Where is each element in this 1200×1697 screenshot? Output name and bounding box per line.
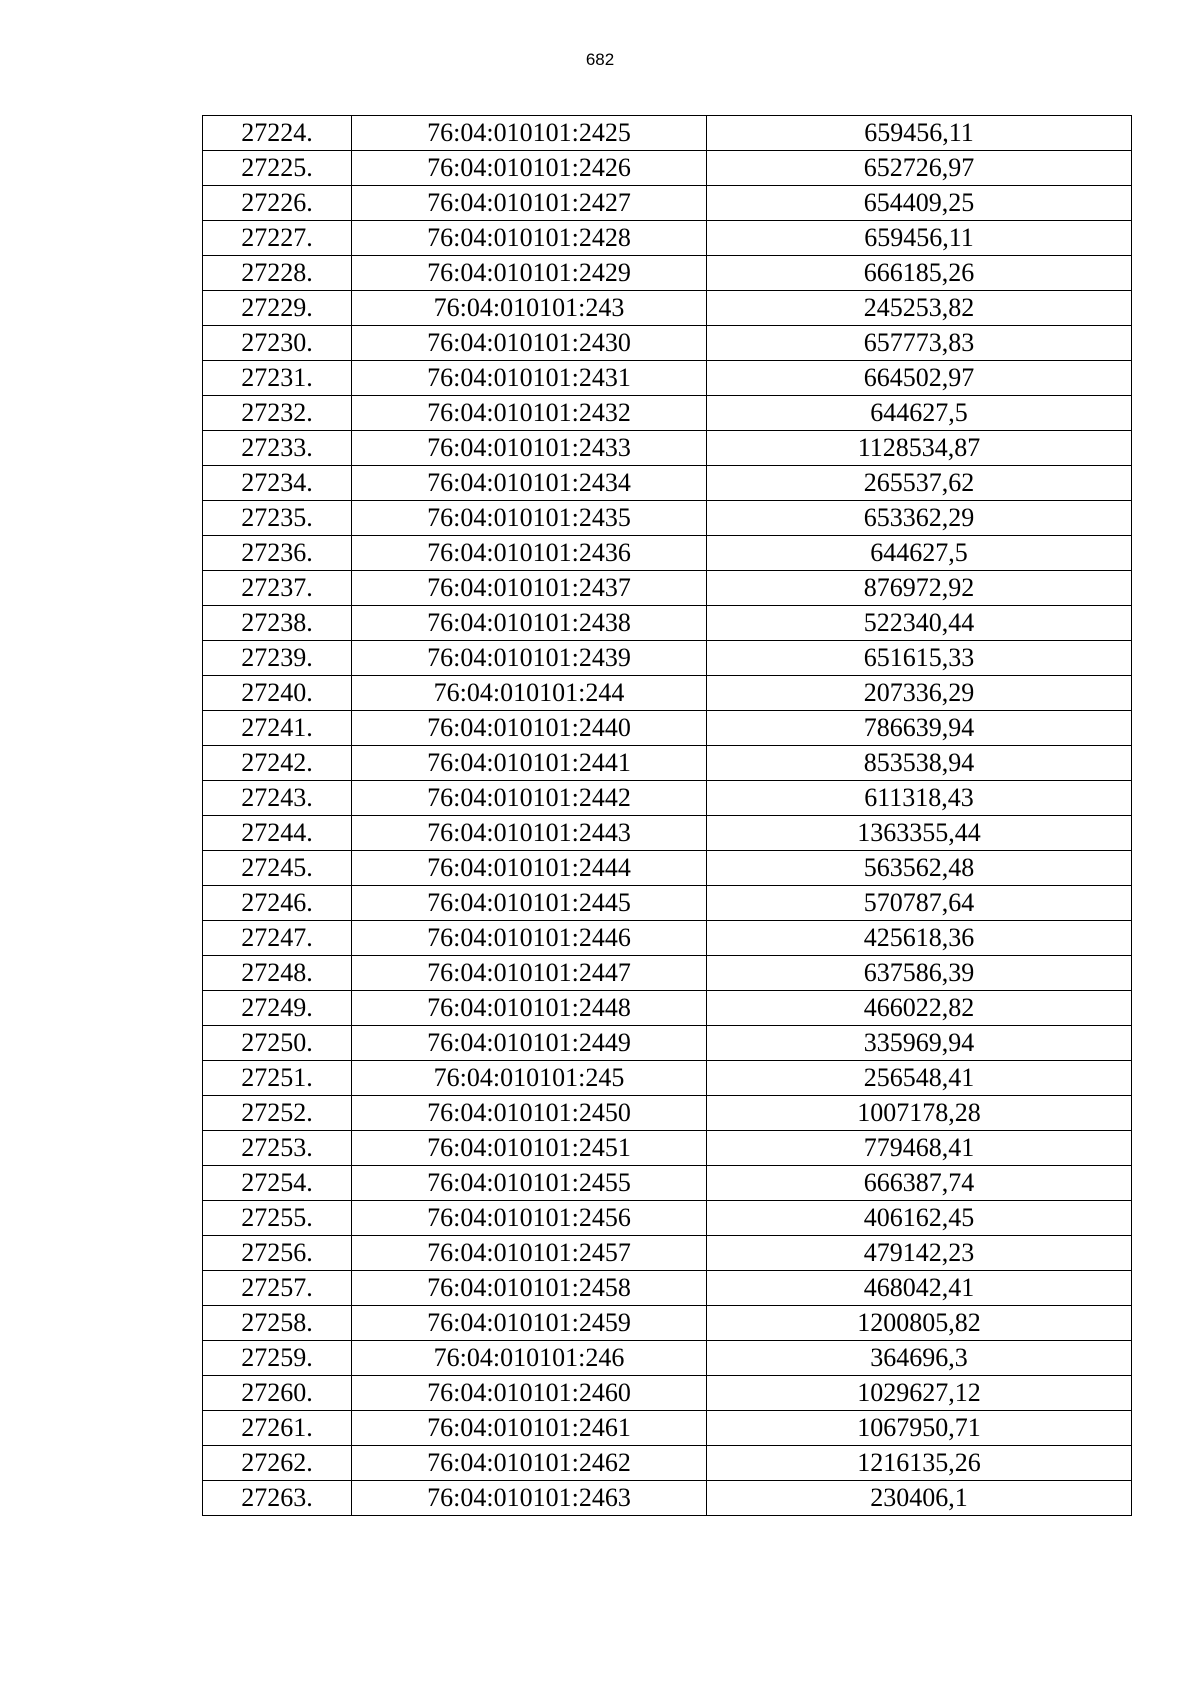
table-row	[203, 466, 1132, 501]
cadastral-number-cell: 76:04:010101:2435	[352, 501, 707, 536]
value-cell: 1128534,87	[707, 431, 1132, 466]
table-row	[203, 781, 1132, 816]
row-number-cell: 27245.	[203, 851, 352, 886]
row-number-cell: 27238.	[203, 606, 352, 641]
value-cell: 245253,82	[707, 291, 1132, 326]
cadastral-number-cell: 76:04:010101:2442	[352, 781, 707, 816]
row-number-cell: 27237.	[203, 571, 352, 606]
value-cell: 786639,94	[707, 711, 1132, 746]
value-cell: 664502,97	[707, 361, 1132, 396]
cadastral-number-cell: 76:04:010101:244	[352, 676, 707, 711]
row-number-cell: 27256.	[203, 1236, 352, 1271]
cadastral-number-cell: 76:04:010101:2430	[352, 326, 707, 361]
cadastral-number-cell: 76:04:010101:2437	[352, 571, 707, 606]
row-number-cell: 27254.	[203, 1166, 352, 1201]
value-cell: 666185,26	[707, 256, 1132, 291]
cadastral-number-cell: 76:04:010101:2447	[352, 956, 707, 991]
row-number-cell: 27235.	[203, 501, 352, 536]
table-row	[203, 1446, 1132, 1481]
table-row	[203, 1306, 1132, 1341]
row-number-cell: 27262.	[203, 1446, 352, 1481]
page-number: 682	[585, 50, 615, 69]
cadastral-number-cell: 76:04:010101:2436	[352, 536, 707, 571]
cadastral-number-cell: 76:04:010101:2432	[352, 396, 707, 431]
row-number-cell: 27228.	[203, 256, 352, 291]
table-row	[203, 1341, 1132, 1376]
row-number-cell: 27252.	[203, 1096, 352, 1131]
value-cell: 1029627,12	[707, 1376, 1132, 1411]
table-row	[203, 256, 1132, 291]
row-number-cell: 27232.	[203, 396, 352, 431]
table-row	[203, 711, 1132, 746]
table-row	[203, 816, 1132, 851]
value-cell: 637586,39	[707, 956, 1132, 991]
table-row	[203, 1411, 1132, 1446]
row-number-cell: 27231.	[203, 361, 352, 396]
row-number-cell: 27230.	[203, 326, 352, 361]
cadastral-number-cell: 76:04:010101:2428	[352, 221, 707, 256]
value-cell: 522340,44	[707, 606, 1132, 641]
row-number-cell: 27234.	[203, 466, 352, 501]
value-cell: 653362,29	[707, 501, 1132, 536]
value-cell: 666387,74	[707, 1166, 1132, 1201]
table-row	[203, 396, 1132, 431]
table-row	[203, 921, 1132, 956]
value-cell: 1363355,44	[707, 816, 1132, 851]
table-row	[203, 151, 1132, 186]
value-cell: 651615,33	[707, 641, 1132, 676]
cadastral-number-cell: 76:04:010101:2443	[352, 816, 707, 851]
row-number-cell: 27251.	[203, 1061, 352, 1096]
table-row	[203, 1166, 1132, 1201]
cadastral-number-cell: 76:04:010101:243	[352, 291, 707, 326]
row-number-cell: 27243.	[203, 781, 352, 816]
value-cell: 207336,29	[707, 676, 1132, 711]
table-row	[203, 501, 1132, 536]
cadastral-number-cell: 76:04:010101:2449	[352, 1026, 707, 1061]
row-number-cell: 27229.	[203, 291, 352, 326]
cadastral-number-cell: 76:04:010101:2461	[352, 1411, 707, 1446]
cadastral-number-cell: 76:04:010101:2457	[352, 1236, 707, 1271]
row-number-cell: 27226.	[203, 186, 352, 221]
value-cell: 468042,41	[707, 1271, 1132, 1306]
cadastral-number-cell: 76:04:010101:2456	[352, 1201, 707, 1236]
row-number-cell: 27249.	[203, 991, 352, 1026]
row-number-cell: 27240.	[203, 676, 352, 711]
value-cell: 876972,92	[707, 571, 1132, 606]
table-row	[203, 1201, 1132, 1236]
value-cell: 1007178,28	[707, 1096, 1132, 1131]
table-row	[203, 956, 1132, 991]
row-number-cell: 27261.	[203, 1411, 352, 1446]
value-cell: 1216135,26	[707, 1446, 1132, 1481]
row-number-cell: 27258.	[203, 1306, 352, 1341]
cadastral-number-cell: 76:04:010101:2425	[352, 116, 707, 151]
value-cell: 644627,5	[707, 396, 1132, 431]
value-cell: 425618,36	[707, 921, 1132, 956]
table-row	[203, 361, 1132, 396]
cadastral-number-cell: 76:04:010101:2441	[352, 746, 707, 781]
row-number-cell: 27247.	[203, 921, 352, 956]
cadastral-number-cell: 76:04:010101:2440	[352, 711, 707, 746]
value-cell: 479142,23	[707, 1236, 1132, 1271]
table-row	[203, 641, 1132, 676]
table-row	[203, 1271, 1132, 1306]
value-cell: 611318,43	[707, 781, 1132, 816]
table-row	[203, 1376, 1132, 1411]
value-cell: 657773,83	[707, 326, 1132, 361]
cadastral-number-cell: 76:04:010101:2450	[352, 1096, 707, 1131]
row-number-cell: 27233.	[203, 431, 352, 466]
value-cell: 364696,3	[707, 1341, 1132, 1376]
cadastral-number-cell: 76:04:010101:2446	[352, 921, 707, 956]
cadastral-number-cell: 76:04:010101:2458	[352, 1271, 707, 1306]
row-number-cell: 27239.	[203, 641, 352, 676]
table-row	[203, 851, 1132, 886]
table-row	[203, 431, 1132, 466]
value-cell: 644627,5	[707, 536, 1132, 571]
table-row	[203, 1481, 1132, 1516]
row-number-cell: 27257.	[203, 1271, 352, 1306]
value-cell: 853538,94	[707, 746, 1132, 781]
table-row	[203, 991, 1132, 1026]
cadastral-number-cell: 76:04:010101:245	[352, 1061, 707, 1096]
table-row	[203, 746, 1132, 781]
row-number-cell: 27260.	[203, 1376, 352, 1411]
records-table	[202, 115, 1132, 1516]
table-row	[203, 1236, 1132, 1271]
value-cell: 570787,64	[707, 886, 1132, 921]
row-number-cell: 27227.	[203, 221, 352, 256]
value-cell: 779468,41	[707, 1131, 1132, 1166]
row-number-cell: 27244.	[203, 816, 352, 851]
value-cell: 406162,45	[707, 1201, 1132, 1236]
table-row	[203, 1096, 1132, 1131]
value-cell: 563562,48	[707, 851, 1132, 886]
row-number-cell: 27246.	[203, 886, 352, 921]
row-number-cell: 27224.	[203, 116, 352, 151]
table-row	[203, 1061, 1132, 1096]
cadastral-number-cell: 76:04:010101:2444	[352, 851, 707, 886]
value-cell: 659456,11	[707, 116, 1132, 151]
table-row	[203, 676, 1132, 711]
value-cell: 654409,25	[707, 186, 1132, 221]
table-row	[203, 291, 1132, 326]
table-row	[203, 116, 1132, 151]
value-cell: 659456,11	[707, 221, 1132, 256]
cadastral-number-cell: 76:04:010101:2455	[352, 1166, 707, 1201]
cadastral-number-cell: 76:04:010101:2433	[352, 431, 707, 466]
row-number-cell: 27250.	[203, 1026, 352, 1061]
cadastral-number-cell: 76:04:010101:2448	[352, 991, 707, 1026]
cadastral-number-cell: 76:04:010101:2463	[352, 1481, 707, 1516]
value-cell: 466022,82	[707, 991, 1132, 1026]
table-row	[203, 1131, 1132, 1166]
cadastral-number-cell: 76:04:010101:2460	[352, 1376, 707, 1411]
cadastral-number-cell: 76:04:010101:2426	[352, 151, 707, 186]
table-row	[203, 326, 1132, 361]
value-cell: 265537,62	[707, 466, 1132, 501]
row-number-cell: 27248.	[203, 956, 352, 991]
row-number-cell: 27255.	[203, 1201, 352, 1236]
row-number-cell: 27241.	[203, 711, 352, 746]
table-row	[203, 886, 1132, 921]
cadastral-number-cell: 76:04:010101:2427	[352, 186, 707, 221]
cadastral-number-cell: 76:04:010101:2445	[352, 886, 707, 921]
cadastral-number-cell: 76:04:010101:2429	[352, 256, 707, 291]
table-row	[203, 186, 1132, 221]
row-number-cell: 27253.	[203, 1131, 352, 1166]
row-number-cell: 27259.	[203, 1341, 352, 1376]
table-row	[203, 1026, 1132, 1061]
records-table-body	[203, 116, 1132, 1516]
value-cell: 335969,94	[707, 1026, 1132, 1061]
value-cell: 1067950,71	[707, 1411, 1132, 1446]
cadastral-number-cell: 76:04:010101:2438	[352, 606, 707, 641]
value-cell: 256548,41	[707, 1061, 1132, 1096]
row-number-cell: 27225.	[203, 151, 352, 186]
cadastral-number-cell: 76:04:010101:2434	[352, 466, 707, 501]
value-cell: 230406,1	[707, 1481, 1132, 1516]
cadastral-number-cell: 76:04:010101:2439	[352, 641, 707, 676]
table-row	[203, 571, 1132, 606]
table-row	[203, 606, 1132, 641]
cadastral-number-cell: 76:04:010101:246	[352, 1341, 707, 1376]
cadastral-number-cell: 76:04:010101:2431	[352, 361, 707, 396]
table-row	[203, 221, 1132, 256]
value-cell: 652726,97	[707, 151, 1132, 186]
row-number-cell: 27242.	[203, 746, 352, 781]
cadastral-number-cell: 76:04:010101:2459	[352, 1306, 707, 1341]
cadastral-number-cell: 76:04:010101:2451	[352, 1131, 707, 1166]
table-row	[203, 536, 1132, 571]
cadastral-number-cell: 76:04:010101:2462	[352, 1446, 707, 1481]
value-cell: 1200805,82	[707, 1306, 1132, 1341]
row-number-cell: 27236.	[203, 536, 352, 571]
row-number-cell: 27263.	[203, 1481, 352, 1516]
